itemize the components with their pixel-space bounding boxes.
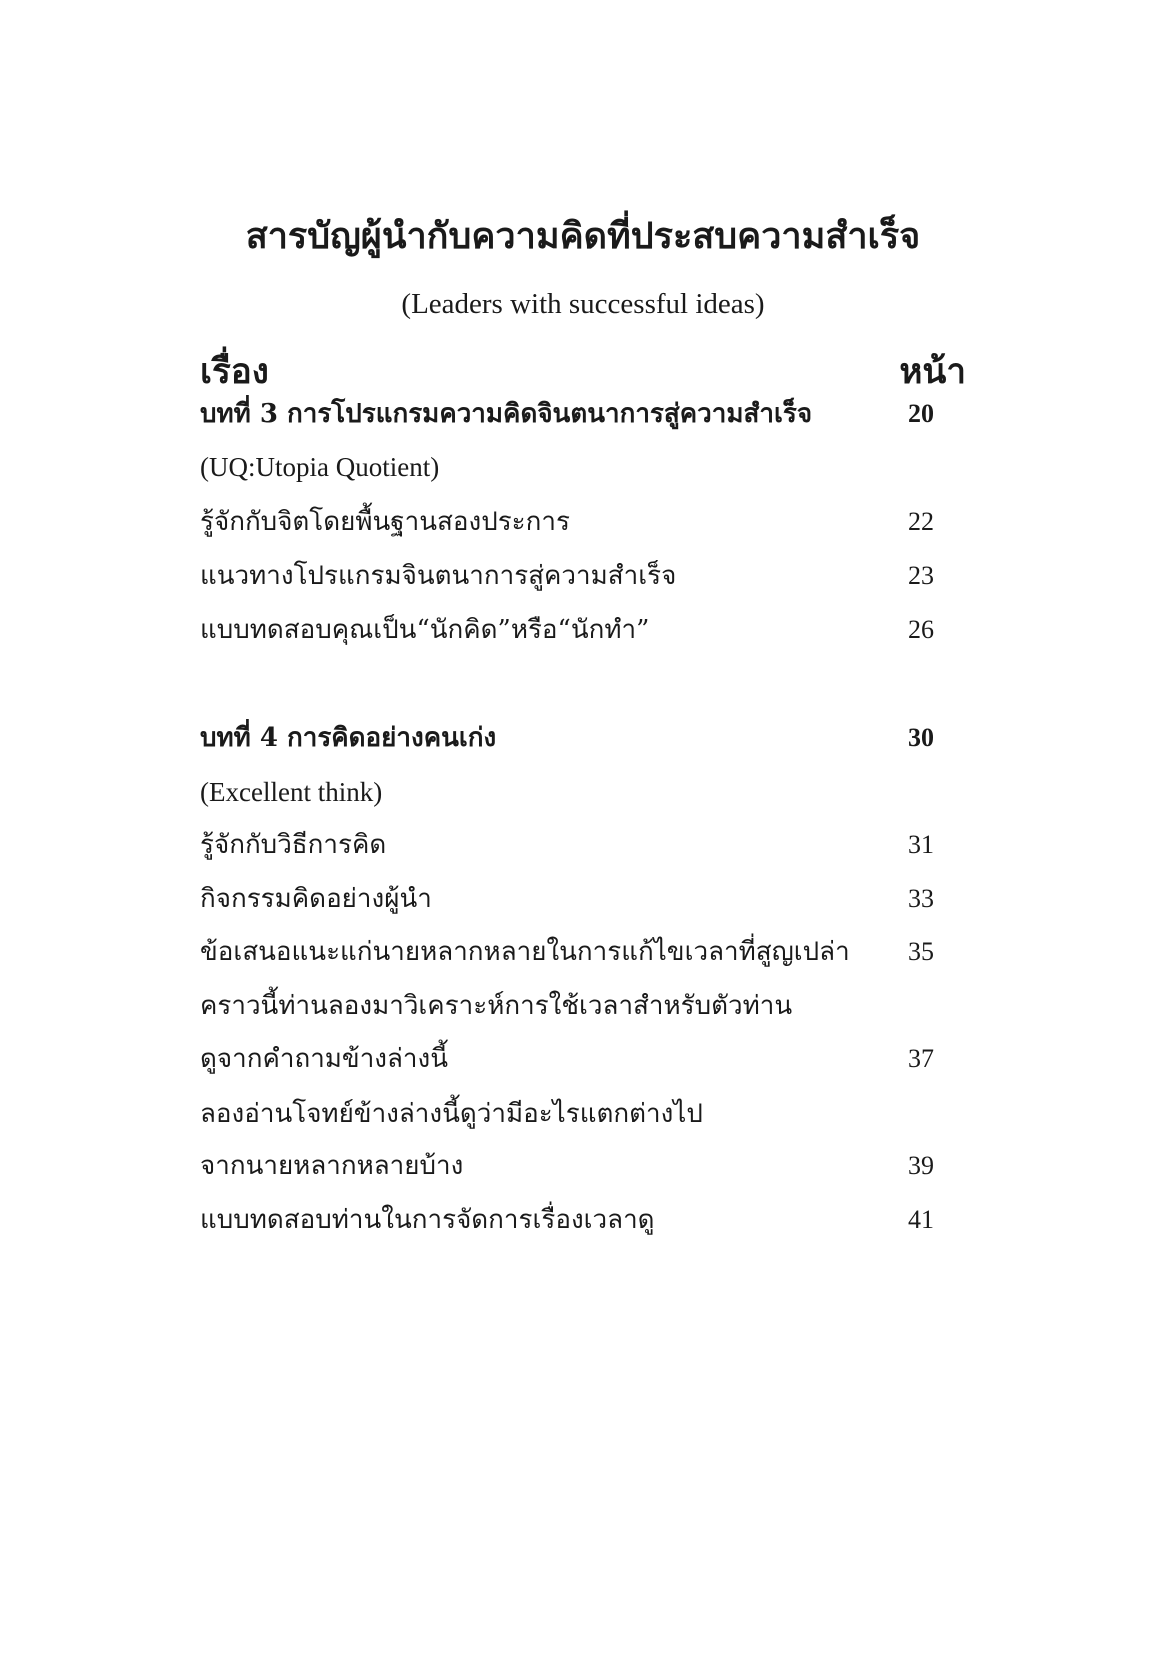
toc-entry [200,821,946,869]
toc-entry-text: รู้จักกับวิธีการคิด [200,830,387,860]
toc-entry-page: 41 [908,1205,934,1234]
toc-entry-page: 35 [908,937,934,966]
toc-entry [200,1035,946,1083]
toc-title: สารบัญผู้นำกับความคิดที่ประสบความสำเร็จ [245,215,921,257]
toc-subtitle: (Leaders with successful ideas) [401,288,765,320]
toc-entry-chapter [200,714,946,762]
toc-entry [200,1090,946,1138]
toc-entry-page: 30 [908,723,934,752]
column-header-topic: เรื่อง [200,351,269,392]
toc-entry [200,928,946,976]
toc-entry-text: กิจกรรมคิดอย่างผู้นำ [200,884,432,914]
toc-entry-chapter [200,390,946,438]
toc-entry [200,606,946,654]
toc-entry-text: บทที่ 4 การคิดอย่างคนเก่ง [200,723,497,753]
toc-entry-page: 22 [908,507,934,536]
toc-entry-text: จากนายหลากหลายบ้าง [200,1151,464,1181]
toc-entry [200,982,946,1030]
toc-entry-text: แนวทางโปรแกรมจินตนาการสู่ความสำเร็จ [200,561,677,591]
toc-entry-page: 31 [908,830,934,859]
toc-entry-text: บทที่ 3 การโปรแกรมความคิดจินตนาการสู่ความสำเร็จ [200,399,813,429]
toc-entry-page: 23 [908,561,934,590]
toc-entry-page: 37 [908,1044,934,1073]
toc-entry [200,552,946,600]
toc-entry [200,875,946,923]
toc-entry [200,1142,946,1190]
toc-entry-text: (Excellent think) [200,777,383,807]
toc-entry-text: ลองอ่านโจทย์ข้างล่างนี้ดูว่ามีอะไรแตกต่างไป [200,1099,703,1129]
toc-entry-text: แบบทดสอบท่านในการจัดการเรื่องเวลาดู [200,1205,655,1235]
toc-entry [200,1196,946,1244]
toc-entry-text: ดูจากคำถามข้างล่างนี้ [200,1044,449,1074]
toc-entry-text: ข้อเสนอแนะแก่นายหลากหลายในการแก้ไขเวลาที่สูญเปล่า [200,937,850,967]
toc-entry-text: (UQ:Utopia Quotient) [200,452,440,482]
toc-entry-page: 26 [908,615,934,644]
toc-entry-page: 20 [908,399,934,428]
toc-entry-text: คราวนี้ท่านลองมาวิเคราะห์การใช้เวลาสำหรับตัวท่าน [200,991,793,1021]
column-header-page: หน้า [899,351,966,392]
toc-entry [200,443,946,491]
toc-entry-text: แบบทดสอบคุณเป็น“นักคิด”หรือ“นักทำ” [200,615,650,645]
toc-entry [200,498,946,546]
toc-entry [200,768,946,816]
toc-entry-page: 39 [908,1151,934,1180]
toc-entry-text: รู้จักกับจิตโดยพื้นฐานสองประการ [200,507,570,537]
toc-entry-page: 33 [908,884,934,913]
